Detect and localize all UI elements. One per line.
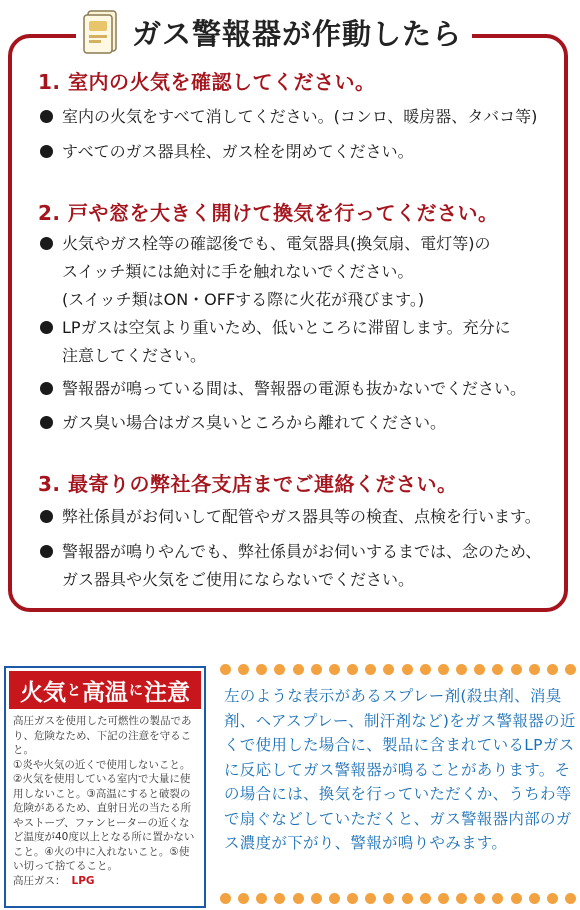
section-3-bullet-2: 警報器が鳴りやんでも、弊社係員がお伺いするまでは、念のため、 ガス器具や火気をご使用にならないでください。 [40,538,560,594]
gas-alarm-device-icon [82,9,122,55]
bullet-icon [40,321,53,334]
warning-rules: ①炎や火気の近くで使用しないこと。②火気を使用している室内で大量に使用しないこと。③高温にすると破裂の危険があるため、直射日光の当たる所やストーブ、ファンヒーターの近くなど温度が40度以上となる所に置かないこと。④火の中に入れないこと。⑤使い切って捨てること。 [13,758,195,872]
section-2-heading: 2. 戸や窓を大きく開けて換気を行ってください。 [38,201,499,225]
bullet-icon [40,145,53,158]
dotted-border-bottom [220,893,576,907]
section-3-bullet-1: 弊社係員がお伺いして配管やガス器具等の検査、点検を行います。 [40,503,560,531]
warning-heading: 火気 と 高温 に 注意 [9,671,201,709]
bullet-icon [40,382,53,395]
title-bar [76,6,472,58]
section-1-bullet-1: 室内の火気をすべて消してください。(コンロ、暖房器、タバコ等) [40,103,560,131]
section-2-bullet-3: 警報器が鳴っている間は、警報器の電源も抜かないでください。 [40,375,560,403]
spray-info-text: 左のような表示があるスプレー剤(殺虫剤、消臭剤、ヘアスプレー、制汗剤など)をガス警報器の近くで使用した場合に、製品に含まれているLPガスに反応してガス警報器が鳴ることがあります。その場合には、換気を行っていただくか、うちわ等で扇ぐなどしていただくと、ガス警報器内部のガス濃度が下がり、警報が鳴りやみます。 [224,687,576,852]
bullet-icon [40,545,53,558]
dotted-border-top [220,664,576,678]
fire-heat-warning-box [4,666,206,908]
warning-intro: 高圧ガスを使用した可燃性の製品であり、危険なため、下記の注意を守ること。 [13,715,192,756]
section-2-bullet-1: 火気やガス栓等の確認後でも、電気器具(換気扇、電灯等)の スイッチ類には絶対に手を触れないでください。 (スイッチ類はON・OFFする際に火花が飛びます。) [40,230,560,314]
section-1-heading: 1. 室内の火気を確認してください。 [38,70,376,94]
section-1-bullet-2: すべてのガス器具栓、ガス栓を閉めてください。 [40,138,560,166]
page-title: ガス警報器が作動したら [132,16,463,51]
bullet-icon [40,110,53,123]
section-2-bullet-4: ガス臭い場合はガス臭いところから離れてください。 [40,409,560,437]
lpg-label-row: 高圧ガス： LPG [13,874,95,887]
section-3-heading: 3. 最寄りの弊社各支店までご連絡ください。 [38,472,458,496]
bullet-icon [40,237,53,250]
warning-body [6,712,204,888]
section-2-bullet-2: LPガスは空気より重いため、低いところに滞留します。充分に 注意してください。 [40,314,560,370]
bullet-icon [40,416,53,429]
lpg-value: LPG [71,874,95,887]
bullet-icon [40,510,53,523]
